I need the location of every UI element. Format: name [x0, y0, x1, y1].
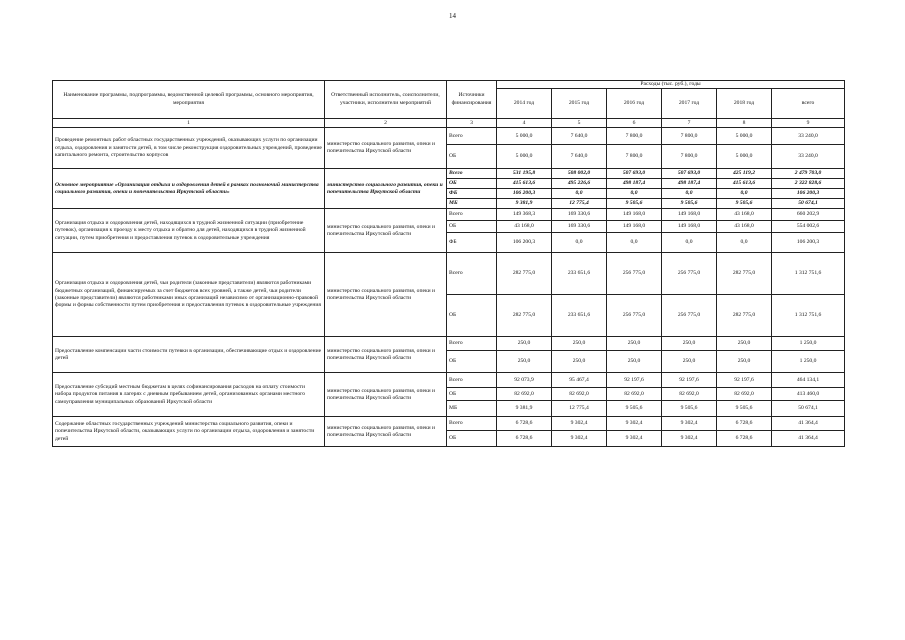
- expense-total: 464 134,1: [772, 373, 845, 388]
- expense-value: 92 197,6: [717, 373, 772, 388]
- expense-value: 507 693,0: [607, 169, 662, 179]
- activity-name: Предоставление компенсации части стоимости путевки в организации, обеспечивающие отдых и оздоровление детей: [53, 337, 325, 373]
- column-index: 2: [325, 119, 447, 128]
- expense-total: 660 202,9: [772, 209, 845, 221]
- expense-value: 0,0: [552, 233, 607, 253]
- table-row: [53, 337, 845, 351]
- expense-value: 106 200,3: [497, 233, 552, 253]
- expense-value: 9 302,4: [552, 417, 607, 431]
- activity-name: Содержание областных государственных учреждений министерства социального развития, опеки и попечительства Иркутской области, оказывающих услуги по организации отдыха, оздоровления и занятости детей: [53, 417, 325, 447]
- expense-value: 9 505,6: [717, 199, 772, 209]
- column-index: 9: [772, 119, 845, 128]
- expense-value: 498 187,4: [607, 179, 662, 189]
- expense-value: 7 640,0: [552, 128, 607, 145]
- column-index: 4: [497, 119, 552, 128]
- expense-value: 0,0: [717, 233, 772, 253]
- header-year: 2014 год: [497, 89, 552, 119]
- expense-value: 256 775,0: [607, 253, 662, 295]
- expense-value: 250,0: [607, 351, 662, 373]
- expense-value: 43 168,0: [497, 221, 552, 233]
- funding-source: ОБ: [447, 431, 497, 447]
- expense-value: 149 368,3: [497, 209, 552, 221]
- expense-total: 1 312 751,6: [772, 295, 845, 337]
- responsible-executor: министерство социального развития, опеки и попечительства Иркутской области: [325, 417, 447, 447]
- table-row: [53, 169, 845, 179]
- expense-value: 92 197,6: [662, 373, 717, 388]
- expense-value: 82 692,0: [717, 388, 772, 401]
- expense-value: 0,0: [607, 189, 662, 199]
- expense-value: 233 651,6: [552, 295, 607, 337]
- expense-value: 250,0: [662, 337, 717, 351]
- expense-value: 0,0: [662, 189, 717, 199]
- expense-value: 169 330,6: [552, 209, 607, 221]
- expense-value: 82 692,0: [497, 388, 552, 401]
- expense-value: 250,0: [552, 337, 607, 351]
- expense-total: 33 240,0: [772, 128, 845, 145]
- expense-value: 149 168,0: [607, 209, 662, 221]
- funding-source: ФБ: [447, 233, 497, 253]
- column-index: 3: [447, 119, 497, 128]
- header-source: Источники финансирования: [447, 81, 497, 119]
- expense-value: 282 775,0: [497, 253, 552, 295]
- expense-value: 250,0: [497, 337, 552, 351]
- expense-value: 169 330,6: [552, 221, 607, 233]
- expense-value: 250,0: [607, 337, 662, 351]
- header-total: всего: [772, 89, 845, 119]
- funding-source: Всего: [447, 253, 497, 295]
- expense-value: 82 692,0: [607, 388, 662, 401]
- expense-value: 92 197,6: [607, 373, 662, 388]
- expense-value: 82 692,0: [552, 388, 607, 401]
- expense-total: 50 674,1: [772, 199, 845, 209]
- expense-value: 282 775,0: [497, 295, 552, 337]
- funding-source: ОБ: [447, 388, 497, 401]
- expense-value: 149 168,0: [662, 209, 717, 221]
- expense-value: 282 775,0: [717, 253, 772, 295]
- expense-value: 9 302,4: [552, 431, 607, 447]
- expense-value: 0,0: [717, 189, 772, 199]
- funding-source: МБ: [447, 401, 497, 417]
- expense-value: 92 073,9: [497, 373, 552, 388]
- table-row: [53, 417, 845, 431]
- responsible-executor: министерство социального развития, опеки и попечительства Иркутской области: [325, 373, 447, 417]
- expense-value: 7 800,0: [662, 145, 717, 169]
- expense-value: 43 168,0: [717, 209, 772, 221]
- activity-name: Основное мероприятие «Организация отдыха и оздоровления детей в рамках полномочий министерства социального развития, опеки и попечительства Иркутской области»: [53, 169, 325, 209]
- table-row: [53, 128, 845, 145]
- expense-value: 256 775,0: [607, 295, 662, 337]
- expense-value: 250,0: [717, 351, 772, 373]
- expense-value: 9 302,4: [607, 431, 662, 447]
- expense-value: 6 728,6: [717, 417, 772, 431]
- activity-name: Организация отдыха и оздоровления детей, чьи родители (законные представители) являются работниками бюджетных организаций, финансируемых за счет бюджетов всех уровней, а также детей, чьи родители (законные представители) являются работниками иных организаций независимо от организационно-правовой формы и формы собственности путем приобретения и предоставления путевок в оздоровительные учреждения: [53, 253, 325, 337]
- expense-value: 12 775,4: [552, 401, 607, 417]
- expense-value: 250,0: [497, 351, 552, 373]
- expense-value: 7 800,0: [607, 128, 662, 145]
- expense-total: 2 479 703,0: [772, 169, 845, 179]
- expense-value: 495 226,6: [552, 179, 607, 189]
- expense-value: 12 775,4: [552, 199, 607, 209]
- expense-value: 9 302,4: [662, 431, 717, 447]
- responsible-executor: министерство социального развития, опеки и попечительства Иркутской области: [325, 209, 447, 253]
- header-year: 2016 год: [607, 89, 662, 119]
- expense-value: 508 002,0: [552, 169, 607, 179]
- expense-total: 1 250,0: [772, 351, 845, 373]
- funding-source: ОБ: [447, 221, 497, 233]
- expense-value: 5 000,0: [497, 128, 552, 145]
- table-row: [53, 253, 845, 295]
- table-body: [53, 128, 845, 447]
- page-number: 14: [449, 12, 456, 20]
- expense-value: 498 187,4: [662, 179, 717, 189]
- expense-value: 149 168,0: [662, 221, 717, 233]
- expense-total: 2 322 828,6: [772, 179, 845, 189]
- expense-total: 106 200,3: [772, 189, 845, 199]
- expense-value: 7 800,0: [662, 128, 717, 145]
- expense-value: 149 168,0: [607, 221, 662, 233]
- column-index: 1: [53, 119, 325, 128]
- header-expenses: Расходы (тыс. руб.), годы: [497, 81, 845, 89]
- expense-value: 256 775,0: [662, 295, 717, 337]
- funding-source: ФБ: [447, 189, 497, 199]
- expense-value: 9 505,6: [662, 401, 717, 417]
- activity-name: Предоставление субсидий местным бюджетам в целях софинансирования расходов на оплату стоимости набора продуктов питания в лагерях с дневным пребыванием детей, организованных органами местного самоуправления муниципальных образований Иркутской области: [53, 373, 325, 417]
- header-year: 2017 год: [662, 89, 717, 119]
- expense-value: 6 728,6: [717, 431, 772, 447]
- expense-total: 33 240,0: [772, 145, 845, 169]
- header-responsible: Ответственный исполнитель, соисполнители, участники, исполнители мероприятий: [325, 81, 447, 119]
- expense-value: 106 200,3: [497, 189, 552, 199]
- budget-table: [52, 80, 845, 447]
- responsible-executor: министерство социального развития, опеки и попечительства Иркутской области: [325, 337, 447, 373]
- funding-source: Всего: [447, 169, 497, 179]
- expense-value: 250,0: [717, 337, 772, 351]
- expense-value: 5 000,0: [717, 145, 772, 169]
- expense-value: 233 651,6: [552, 253, 607, 295]
- expense-value: 9 505,6: [717, 401, 772, 417]
- funding-source: Всего: [447, 337, 497, 351]
- expense-total: 50 674,1: [772, 401, 845, 417]
- expense-value: 9 381,9: [497, 199, 552, 209]
- expense-value: 5 000,0: [497, 145, 552, 169]
- table-row: [53, 209, 845, 221]
- header-year: 2015 год: [552, 89, 607, 119]
- expense-value: 0,0: [662, 233, 717, 253]
- expense-value: 43 168,0: [717, 221, 772, 233]
- column-index: 5: [552, 119, 607, 128]
- expense-value: 9 302,4: [662, 417, 717, 431]
- expense-value: 415 613,6: [717, 179, 772, 189]
- responsible-executor: министерство социального развития, опеки и попечительства Иркутской области: [325, 169, 447, 209]
- expense-total: 413 460,0: [772, 388, 845, 401]
- funding-source: Всего: [447, 209, 497, 221]
- column-index: 8: [717, 119, 772, 128]
- expense-total: 41 364,4: [772, 431, 845, 447]
- expense-value: 531 195,8: [497, 169, 552, 179]
- expense-value: 6 728,6: [497, 431, 552, 447]
- expense-value: 7 640,0: [552, 145, 607, 169]
- expense-value: 9 381,9: [497, 401, 552, 417]
- expense-value: 9 505,6: [607, 199, 662, 209]
- activity-name: Организация отдыха и оздоровления детей, находящихся в трудной жизненной ситуации (приобретение путевок), организация к проезду к месту отдыха и обратно для детей, находящихся в трудной жизненной ситуации, путем приобретения и предоставления путевок в оздоровительные учреждения: [53, 209, 325, 253]
- expense-value: 282 775,0: [717, 295, 772, 337]
- expense-value: 95 467,4: [552, 373, 607, 388]
- funding-source: Всего: [447, 373, 497, 388]
- funding-source: Всего: [447, 128, 497, 145]
- expense-value: 507 693,0: [662, 169, 717, 179]
- funding-source: ОБ: [447, 145, 497, 169]
- expense-total: 41 364,4: [772, 417, 845, 431]
- funding-source: МБ: [447, 199, 497, 209]
- expense-value: 256 775,0: [662, 253, 717, 295]
- responsible-executor: министерство социального развития, опеки и попечительства Иркутской области: [325, 128, 447, 169]
- expense-value: 415 613,6: [497, 179, 552, 189]
- header-year: 2018 год: [717, 89, 772, 119]
- expense-value: 250,0: [662, 351, 717, 373]
- header-name: Наименование программы, подпрограммы, ведомственной целевой программы, основного мероприятия, мероприятия: [53, 81, 325, 119]
- expense-total: 1 250,0: [772, 337, 845, 351]
- expense-total: 554 002,6: [772, 221, 845, 233]
- column-index: 7: [662, 119, 717, 128]
- funding-source: ОБ: [447, 295, 497, 337]
- expense-value: 425 119,2: [717, 169, 772, 179]
- activity-name: Проведение ремонтных работ областных государственных учреждений, оказывающих услуги по организации отдыха, оздоровления и занятости детей, в том числе реконструкция оздоровительных учреждений, проведение капитального ремонта, строительство корпусов: [53, 128, 325, 169]
- expense-value: 6 728,6: [497, 417, 552, 431]
- expense-total: 106 200,3: [772, 233, 845, 253]
- expense-value: 0,0: [552, 189, 607, 199]
- expense-value: 5 000,0: [717, 128, 772, 145]
- table-row: [53, 373, 845, 388]
- funding-source: ОБ: [447, 351, 497, 373]
- expense-value: 250,0: [552, 351, 607, 373]
- responsible-executor: министерство социального развития, опеки и попечительства Иркутской области: [325, 253, 447, 337]
- funding-source: ОБ: [447, 179, 497, 189]
- expense-value: 7 800,0: [607, 145, 662, 169]
- expense-value: 82 692,0: [662, 388, 717, 401]
- funding-source: Всего: [447, 417, 497, 431]
- expense-value: 9 302,4: [607, 417, 662, 431]
- expense-value: 9 505,6: [607, 401, 662, 417]
- column-index: 6: [607, 119, 662, 128]
- expense-value: 9 505,6: [662, 199, 717, 209]
- expense-total: 1 312 751,6: [772, 253, 845, 295]
- expense-value: 0,0: [607, 233, 662, 253]
